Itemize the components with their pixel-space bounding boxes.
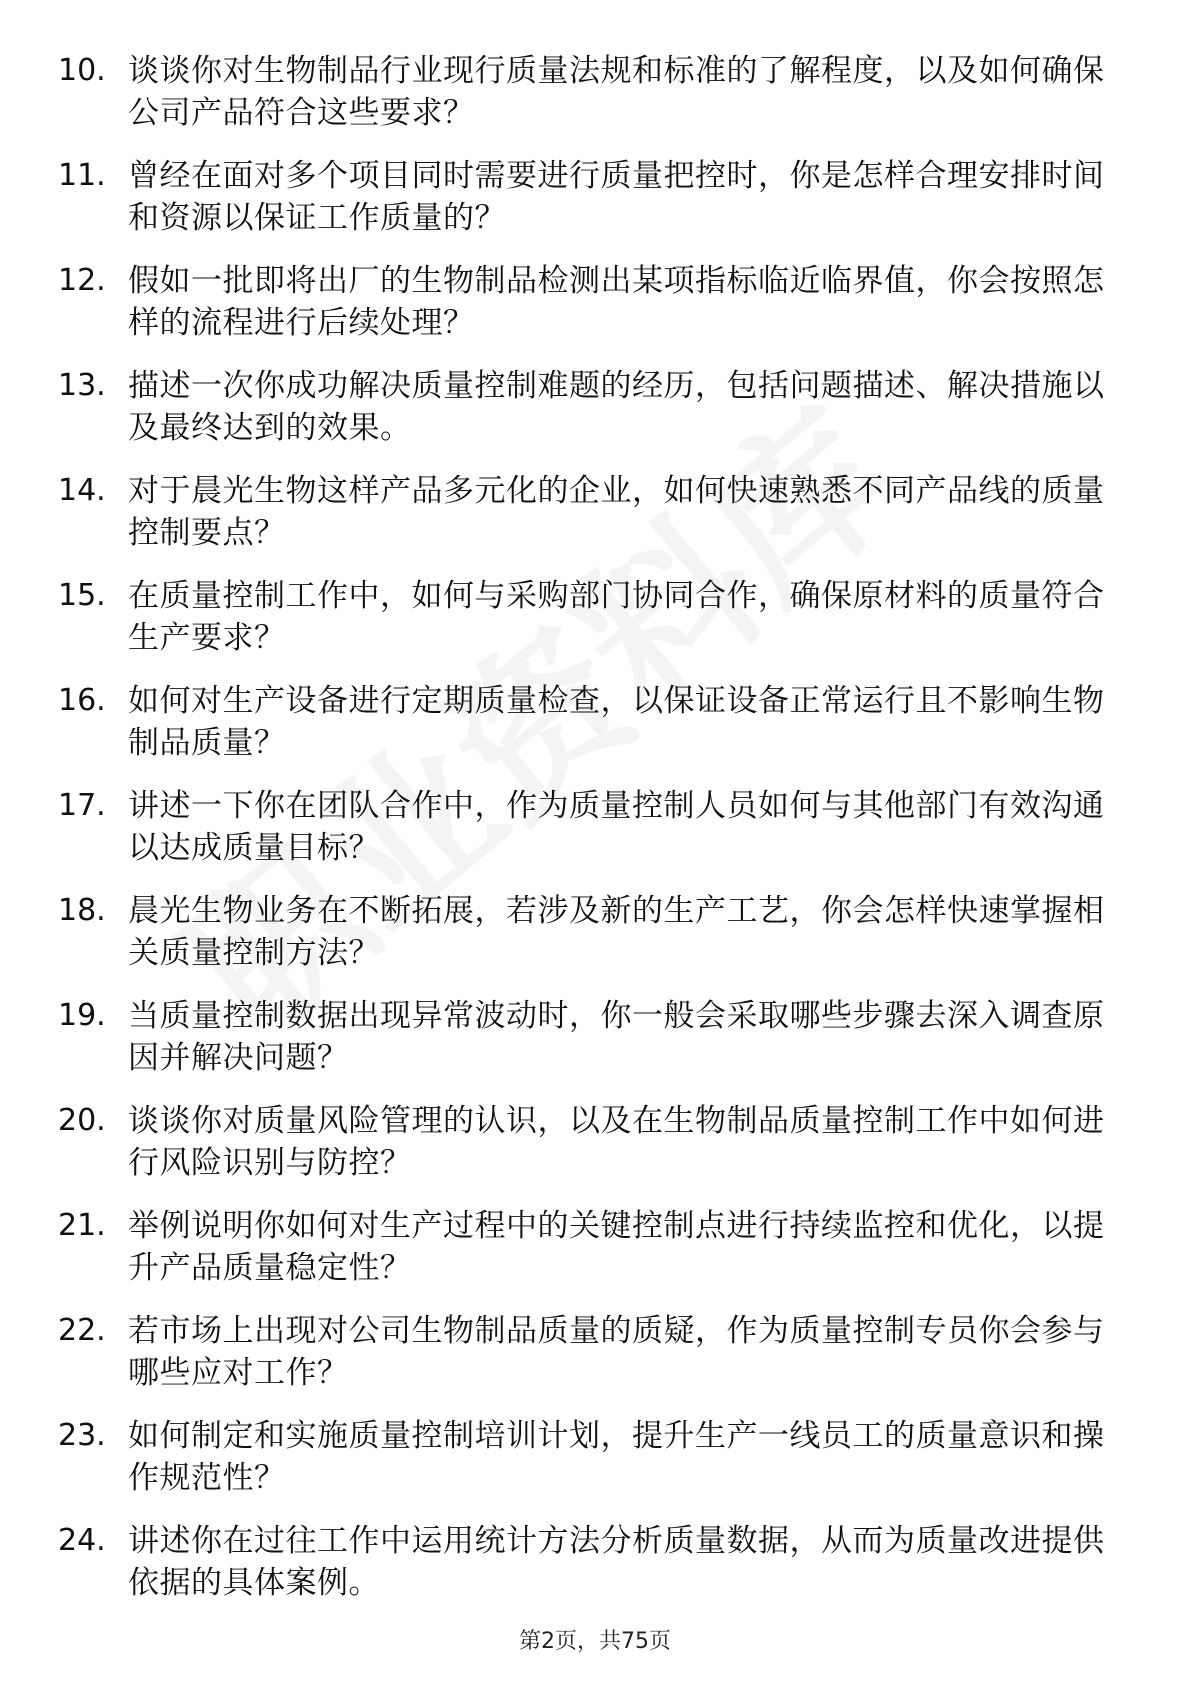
question-number: 15.	[58, 578, 106, 613]
question-text: 曾经在面对多个项目同时需要进行质量把控时，你是怎样合理安排时间和资源以保证工作质量的？	[128, 158, 1105, 236]
question-number: 14.	[58, 473, 106, 508]
list-item	[58, 1310, 1118, 1415]
question-text: 谈谈你对生物制品行业现行质量法规和标准的了解程度，以及如何确保公司产品符合这些要求？	[128, 53, 1105, 131]
list-item	[58, 785, 1118, 890]
list-item	[58, 365, 1118, 470]
question-text: 如何制定和实施质量控制培训计划，提升生产一线员工的质量意识和操作规范性？	[128, 1418, 1105, 1496]
question-text: 假如一批即将出厂的生物制品检测出某项指标临近临界值，你会按照怎样的流程进行后续处理？	[128, 263, 1105, 341]
page-number: 第2页，共75页	[519, 1629, 671, 1654]
question-number: 13.	[58, 368, 106, 403]
question-text: 晨光生物业务在不断拓展，若涉及新的生产工艺，你会怎样快速掌握相关质量控制方法？	[128, 893, 1105, 971]
question-text: 如何对生产设备进行定期质量检查，以保证设备正常运行且不影响生物制品质量？	[128, 683, 1105, 761]
list-item	[58, 1100, 1118, 1205]
question-number: 19.	[58, 998, 106, 1033]
question-text: 对于晨光生物这样产品多元化的企业，如何快速熟悉不同产品线的质量控制要点？	[128, 473, 1105, 551]
list-item	[58, 260, 1118, 365]
question-number: 17.	[58, 788, 106, 823]
question-number: 18.	[58, 893, 106, 928]
question-number: 23.	[58, 1418, 106, 1453]
question-text: 在质量控制工作中，如何与采购部门协同合作，确保原材料的质量符合生产要求？	[128, 578, 1105, 656]
question-number: 10.	[58, 53, 106, 88]
question-number: 11.	[58, 158, 106, 193]
question-number: 12.	[58, 263, 106, 298]
question-number: 20.	[58, 1103, 106, 1138]
question-text: 举例说明你如何对生产过程中的关键控制点进行持续监控和优化，以提升产品质量稳定性？	[128, 1208, 1105, 1286]
list-item	[58, 1205, 1118, 1310]
list-item	[58, 470, 1118, 575]
question-text: 讲述你在过往工作中运用统计方法分析质量数据，从而为质量改进提供依据的具体案例。	[128, 1523, 1105, 1601]
question-number: 16.	[58, 683, 106, 718]
list-item	[58, 575, 1118, 680]
question-text: 若市场上出现对公司生物制品质量的质疑，作为质量控制专员你会参与哪些应对工作？	[128, 1313, 1105, 1391]
list-item	[58, 50, 1118, 155]
list-item	[58, 995, 1118, 1100]
question-text: 讲述一下你在团队合作中，作为质量控制人员如何与其他部门有效沟通以达成质量目标？	[128, 788, 1105, 866]
list-item	[58, 155, 1118, 260]
list-item	[58, 680, 1118, 785]
list-item	[58, 890, 1118, 995]
question-text: 谈谈你对质量风险管理的认识，以及在生物制品质量控制工作中如何进行风险识别与防控？	[128, 1103, 1105, 1181]
question-text: 当质量控制数据出现异常波动时，你一般会采取哪些步骤去深入调查原因并解决问题？	[128, 998, 1105, 1076]
question-number: 22.	[58, 1313, 106, 1348]
question-list	[58, 50, 1118, 1625]
list-item	[58, 1415, 1118, 1520]
question-text: 描述一次你成功解决质量控制难题的经历，包括问题描述、解决措施以及最终达到的效果。	[128, 368, 1105, 446]
question-number: 24.	[58, 1523, 106, 1558]
question-number: 21.	[58, 1208, 106, 1243]
list-item	[58, 1520, 1118, 1625]
